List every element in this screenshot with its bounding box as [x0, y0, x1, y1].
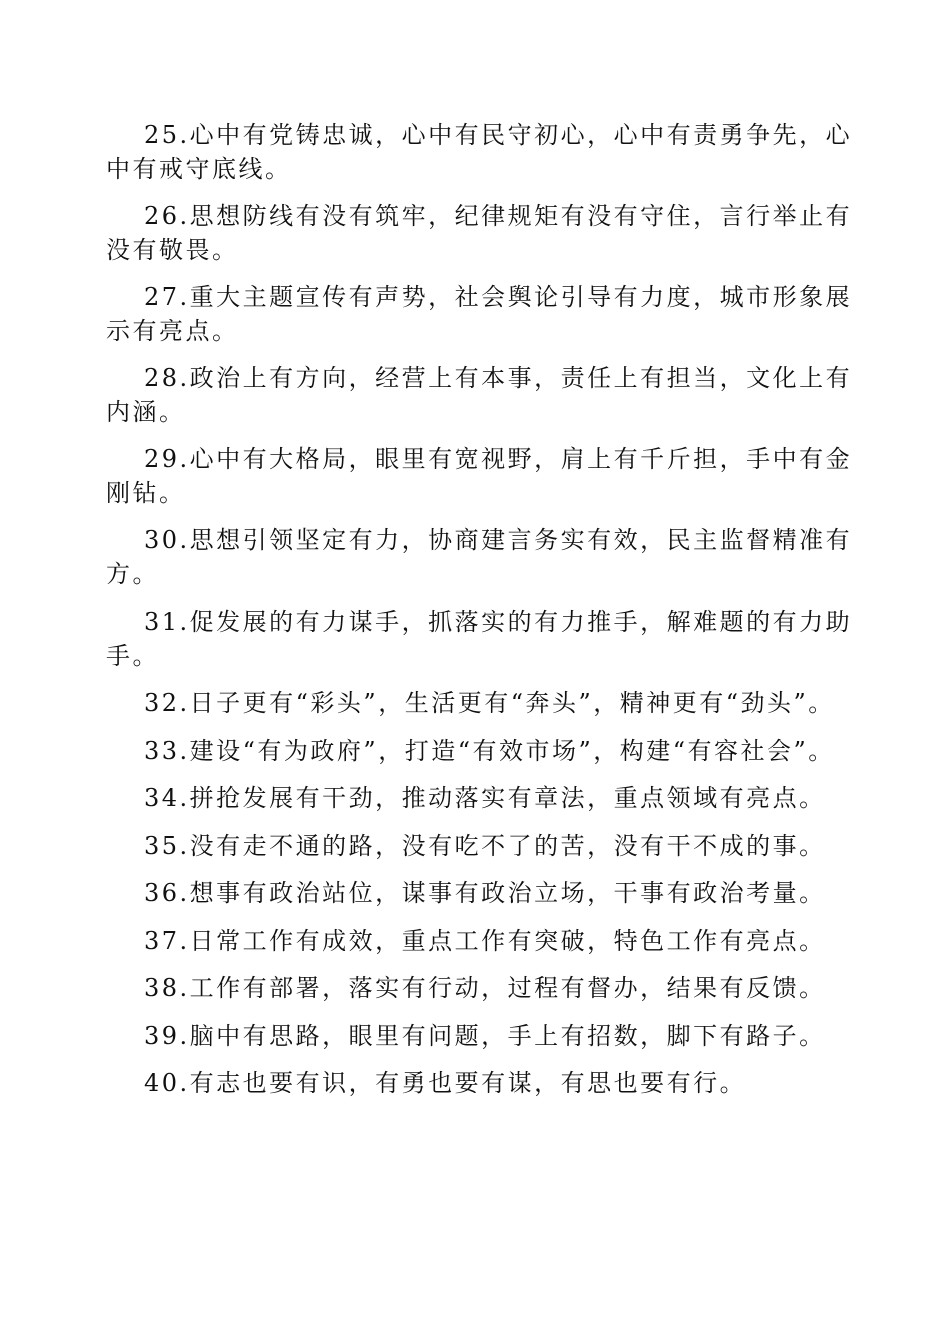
list-item: 31.促发展的有力谋手，抓落实的有力推手，解难题的有力助手。 — [106, 607, 853, 670]
list-item: 34.拼抢发展有干劲，推动落实有章法，重点领域有亮点。 — [144, 784, 826, 812]
list-item: 25.心中有党铸忠诚，心中有民守初心，心中有责勇争先，心中有戒守底线。 — [106, 121, 853, 183]
list-item: 28.政治上有方向，经营上有本事，责任上有担当，文化上有内涵。 — [106, 364, 853, 426]
list-item: 32.日子更有“彩头”，生活更有“奔头”，精神更有“劲头”。 — [144, 689, 835, 717]
list-item: 29.心中有大格局，眼里有宽视野，肩上有千斤担，手中有金刚钻。 — [106, 445, 853, 507]
list-item: 33.建设“有为政府”，打造“有效市场”，构建“有容社会”。 — [144, 736, 835, 765]
list-item: 30.思想引领坚定有力，协商建言务实有效，民主监督精准有方。 — [106, 526, 853, 588]
list-item: 39.脑中有思路，眼里有问题，手上有招数，脚下有路子。 — [144, 1021, 826, 1050]
list-item: 38.工作有部署，落实有行动，过程有督办，结果有反馈。 — [144, 974, 826, 1002]
list-item: 40.有志也要有识，有勇也要有谋，有思也要有行。 — [144, 1069, 747, 1097]
list-item: 35.没有走不通的路，没有吃不了的苦，没有干不成的事。 — [144, 831, 826, 860]
list-item: 36.想事有政治站位，谋事有政治立场，干事有政治考量。 — [144, 879, 826, 907]
list-item: 26.思想防线有没有筑牢，纪律规矩有没有守住，言行举止有没有敬畏。 — [106, 202, 853, 264]
list-item: 37.日常工作有成效，重点工作有突破，特色工作有亮点。 — [144, 926, 826, 955]
document-body — [106, 118, 862, 1114]
list-item: 27.重大主题宣传有声势，社会舆论引导有力度，城市形象展示有亮点。 — [106, 283, 853, 345]
